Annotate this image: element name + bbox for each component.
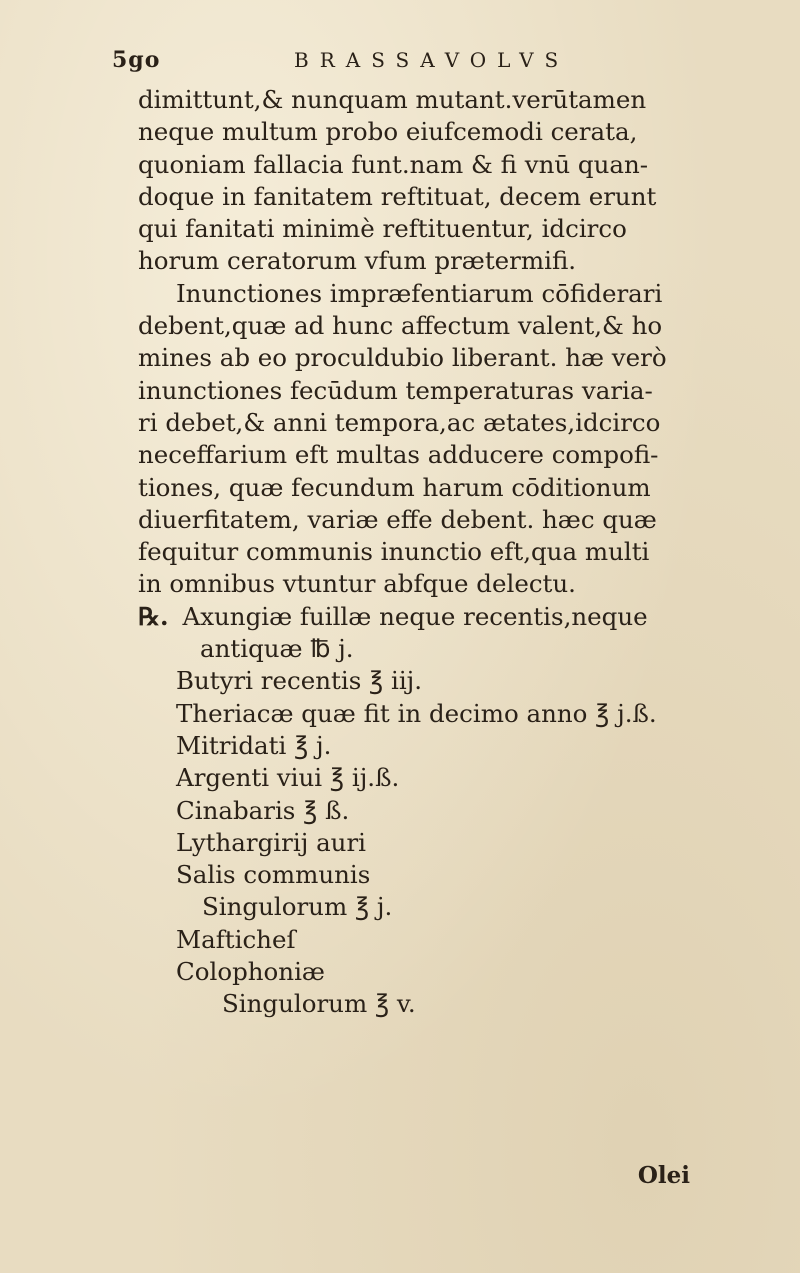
recipe-line: Lythargirij auri bbox=[176, 827, 367, 857]
main-text-block bbox=[138, 84, 698, 1021]
recipe-line: Salis communis bbox=[176, 860, 371, 890]
recipe-line: antiquæ ℔ j. bbox=[200, 634, 354, 664]
text-line: Inunctiones impræfentiarum cōfiderari bbox=[176, 278, 663, 308]
text-line: dimittunt,& nunquam mutant.verūtamen bbox=[138, 85, 647, 114]
text-line: diuerfitatem, variæ effe debent. hæc quæ bbox=[138, 504, 657, 534]
text-line: horum ceratorum vfum prætermifi. bbox=[138, 246, 577, 276]
recipe-symbol: ℞. bbox=[138, 601, 169, 631]
text-line: tiones, quæ fecundum harum cōditionum bbox=[138, 472, 651, 502]
text-line: doque in fanitatem reftituat, decem erunt bbox=[138, 181, 657, 211]
text-line: neceffarium eft multas adducere compofi- bbox=[138, 440, 659, 470]
recipe-line: Butyri recentis ℥ iij. bbox=[176, 666, 423, 696]
recipe-line: Argenti viui ℥ ij.ß. bbox=[176, 763, 400, 793]
text-line: quoniam fallacia funt.nam & fi vnū quan- bbox=[138, 149, 649, 179]
recipe-line: Mafticheſ bbox=[176, 924, 296, 954]
text-line: fequitur communis inunctio eft,qua multi bbox=[138, 537, 650, 567]
recipe-line: Singulorum ℥ v. bbox=[222, 989, 416, 1019]
text-line: inunctiones fecūdum temperaturas varia- bbox=[138, 375, 653, 405]
text-line: qui fanitati minimè reftituentur, idcirco bbox=[138, 214, 627, 244]
recipe-line: Singulorum ℥ j. bbox=[202, 892, 393, 922]
page-header bbox=[112, 40, 690, 80]
text-line: debent,quæ ad hunc affectum valent,& ho bbox=[138, 311, 663, 341]
text-line: neque multum probo eiufcemodi cerata, bbox=[138, 117, 638, 147]
recipe-line: Cinabaris ℥ ß. bbox=[176, 795, 350, 825]
recipe-line: Theriacæ quæ fit in decimo anno ℥ j.ß. bbox=[176, 698, 657, 728]
text-line: in omnibus vtuntur abfque delectu. bbox=[138, 569, 576, 599]
text-line: mines ab eo proculdubio liberant. hæ verò bbox=[138, 343, 667, 373]
recipe-line: Colophoniæ bbox=[176, 957, 325, 987]
catchword: Olei bbox=[637, 1162, 690, 1189]
text-line: ri debet,& anni tempora,ac ætates,idcirco bbox=[138, 407, 661, 437]
page-number: 5go bbox=[112, 47, 161, 73]
recipe-text: Axungiæ fuillæ neque recentis,neque bbox=[182, 601, 648, 631]
recipe-line: Mitridati ℥ j. bbox=[176, 730, 332, 760]
running-head: BRASSAVOLVS bbox=[294, 48, 570, 72]
recipe-first-line bbox=[138, 601, 698, 633]
